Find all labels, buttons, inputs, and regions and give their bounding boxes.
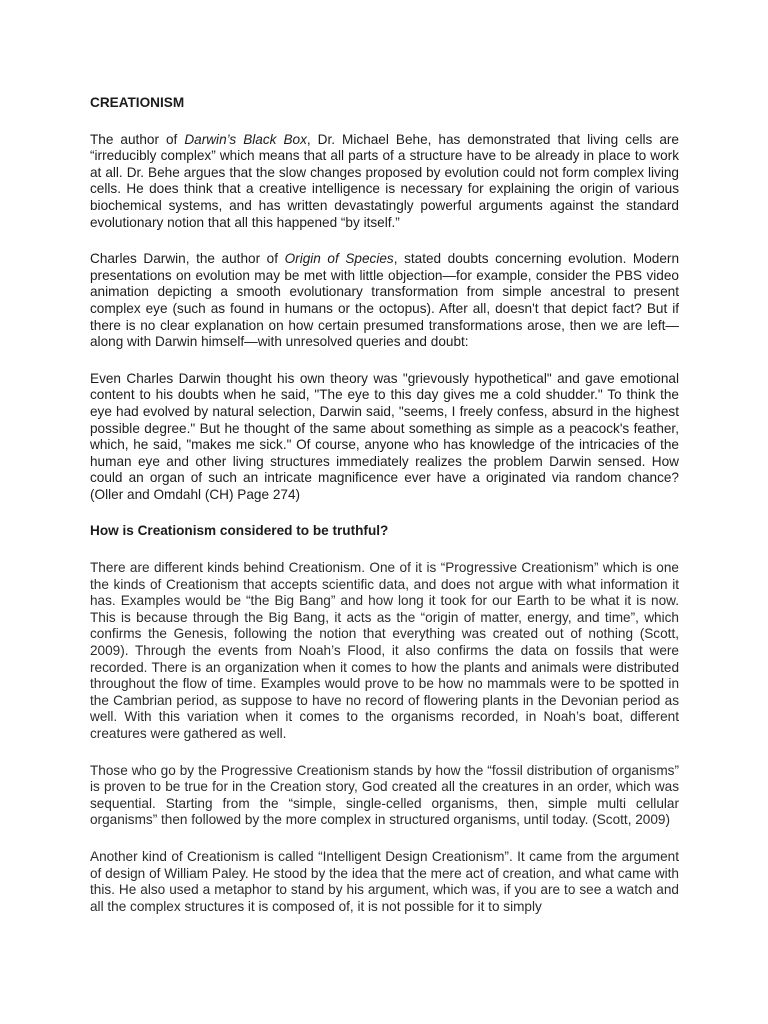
paragraph-text: , stated doubts concerning evolution. Modern presentations on evolution may be met with little objection—for example, consider the PBS video animation depicting a smooth evolutionary transformation from simple ancestral to present complex eye (such as found in humans or the octopus). After all, doesn't that depict fact? But if there is no clear explanation on how certain presumed transformations arose, then we are left—along with Darwin himself—with unresolved queries and doubt: (90, 251, 679, 350)
page-title: CREATIONISM (90, 95, 185, 110)
paragraph-progressive-creationism: There are different kinds behind Creationism. One of it is “Progressive Creationism” which is one the kinds of Creationism that accepts scientific data, and does not argue with what information it has. Examples would be “the Big Bang” and how long it took for our Earth to be what it is now. This is because through the Big Bang, it acts as the “origin of matter, energy, and time”, which confirms the Genesis, following the notion that everything was created out of nothing (Scott, 2009). Through the events from Noah’s Flood, it also confirms the data on fossils that were recorded. There is an organization when it comes to how the plants and animals were distributed throughout the flow of time. Examples would prove to be how no mammals were to be spotted in the Cambrian period, as suppose to have no record of flowering plants in the Devonian period as well. With this variation when it comes to the organisms recorded, in Noah’s boat, different creatures were gathered as well. (90, 560, 679, 741)
paragraph-intelligent-design: Another kind of Creationism is called “Intelligent Design Creationism”. It came from the argument of design of William Paley. He stood by the idea that the mere act of creation, and what came with this. He also used a metaphor to stand by his argument, which was, if you are to see a watch and all the complex structures it is composed of, it is not possible for it to simply (90, 848, 679, 914)
paragraph-darwin-eye-quote: Even Charles Darwin thought his own theory was "grievously hypothetical" and gave emotional content to his doubts when he said, "The eye to this day gives me a cold shudder." To think the eye had evolved by natural selection, Darwin said, "seems, I freely confess, absurd in the highest possible degree." But he thought of the same about something as simple as a peacock's feather, which, he said, "makes me sick." Of course, anyone who has knowledge of the intricacies of the human eye and other living structures immediately realizes the problem Darwin sensed. How could an organ of such an intricate magnificence ever have a originated via random chance? (Oller and Omdahl (CH) Page 274) (90, 370, 679, 502)
book-title: Origin of Species (284, 251, 394, 267)
paragraph-fossil-distribution: Those who go by the Progressive Creationism stands by how the “fossil distribution of organisms” is proven to be true for in the Creation story, God created all the creatures in an order, which was sequential. Starting from the “simple, single-celled organisms, then, simple multi cellular organisms” then followed by the more complex in structured organisms, until today. (Scott, 2009) (90, 762, 679, 828)
section-heading: How is Creationism considered to be truthful? (90, 523, 389, 539)
paragraph-text: , Dr. Michael Behe, has demonstrated that living cells are “irreducibly complex” which means that all parts of a structure have to be already in place to work at all. Dr. Behe argues that the slow changes proposed by evolution could not form complex living cells. He does think that a creative intelligence is necessary for explaining the origin of various biochemical systems, and has written devastatingly powerful arguments against the standard evolutionary notion that all this happened “by itself.” (90, 131, 679, 230)
paragraph-text: The author of (90, 131, 185, 147)
paragraph-text: Charles Darwin, the author of (90, 251, 285, 267)
book-title: Darwin’s Black Box (184, 131, 307, 147)
paragraph-darwin-doubts (90, 251, 679, 351)
paragraph-behe (90, 132, 679, 232)
document-page (90, 95, 679, 1024)
